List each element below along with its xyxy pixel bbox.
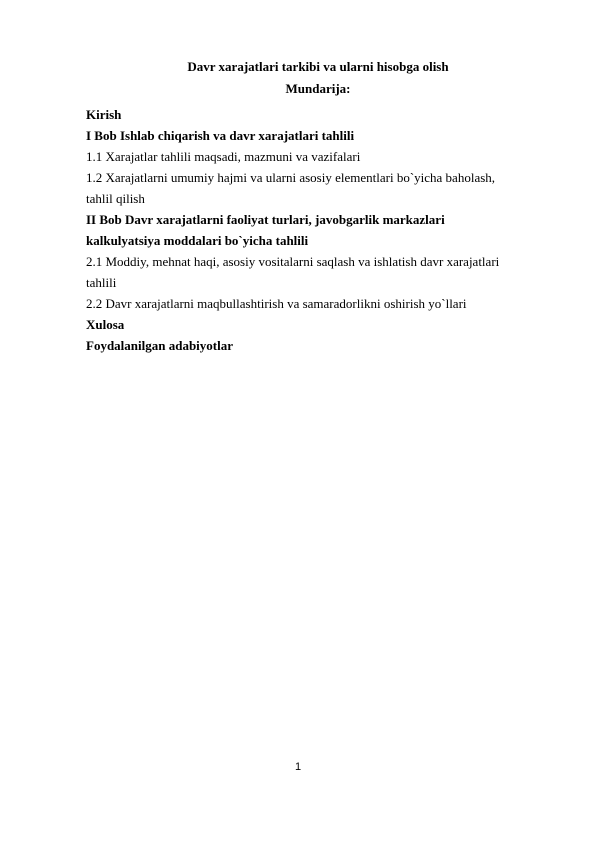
toc-entry: 2.1 Moddiy, mehnat haqi, asosiy vositalarni saqlash va ishlatish davr xarajatlari — [86, 254, 500, 269]
toc-entry: 1.1 Xarajatlar tahlili maqsadi, mazmuni va vazifalari — [86, 149, 361, 164]
toc-entry: kalkulyatsiya moddalari bo`yicha tahlili — [86, 233, 309, 248]
toc-entry: II Bob Davr xarajatlarni faoliyat turlari, javobgarlik markazlari — [86, 212, 445, 227]
toc-heading: Mundarija: — [285, 81, 351, 96]
page-number: 1 — [294, 761, 302, 773]
toc-entry: tahlili — [86, 275, 117, 290]
table-of-contents — [86, 104, 546, 356]
toc-entry: 2.2 Davr xarajatlarni maqbullashtirish va samaradorlikni oshirish yo`llari — [86, 296, 467, 311]
toc-entry: I Bob Ishlab chiqarish va davr xarajatlari tahlili — [86, 128, 355, 143]
document-title: Davr xarajatlari tarkibi va ularni hisobga olish — [187, 59, 449, 74]
toc-entry: tahlil qilish — [86, 191, 145, 206]
toc-entry: 1.2 Xarajatlarni umumiy hajmi va ularni asosiy elementlari bo`yicha baholash, — [86, 170, 496, 185]
toc-entry: Xulosa — [86, 317, 125, 332]
toc-entry: Foydalanilgan adabiyotlar — [86, 338, 233, 353]
toc-entry: Kirish — [86, 107, 122, 122]
